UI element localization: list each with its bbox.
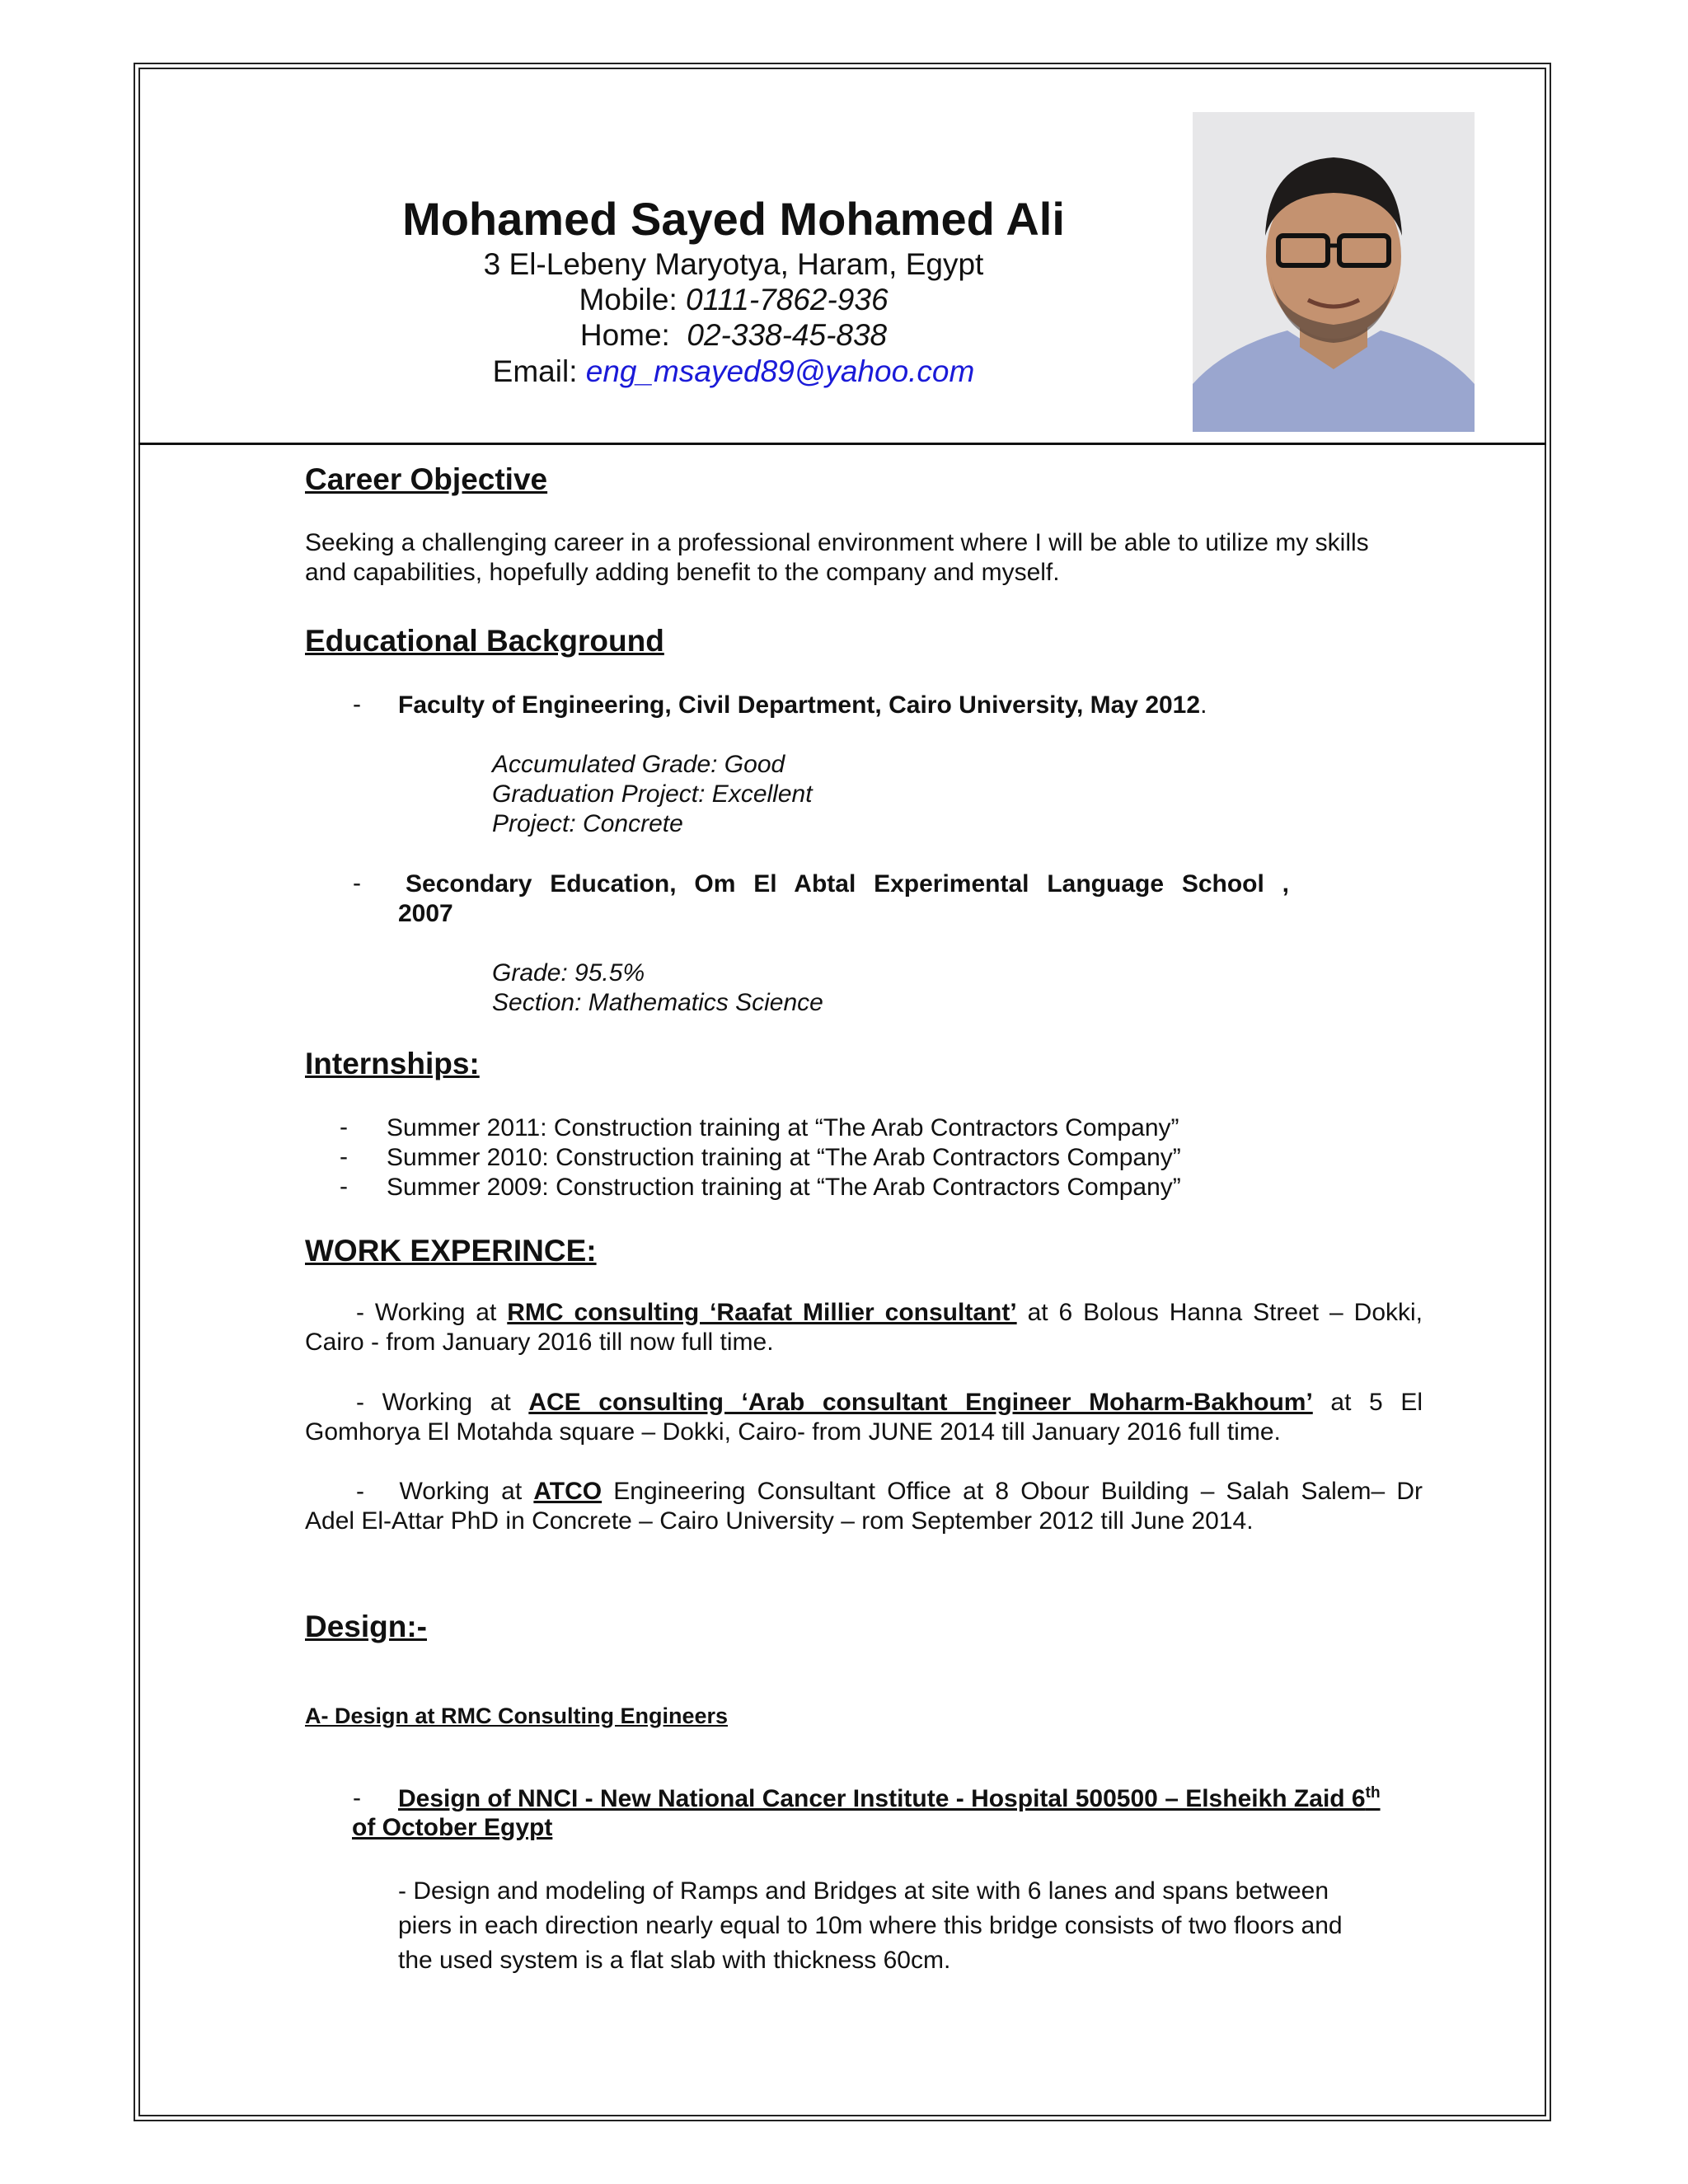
home-label: Home: [579, 318, 687, 352]
internship-item: Summer 2009: Construction training at “The Arab Contractors Company” [387, 1174, 1181, 1201]
job-1-line-1 [356, 1298, 1423, 1328]
school-grade: Grade: 95.5% [492, 959, 645, 987]
internship-dash: - [340, 1113, 348, 1141]
design-description-line: - Design and modeling of Ramps and Bridges at site with 6 lanes and spans between [398, 1877, 1329, 1905]
mobile-line [272, 283, 1195, 317]
job-1-prefix: - Working at [356, 1299, 508, 1326]
email-link[interactable]: eng_msayed89@yahoo.com [585, 354, 975, 388]
design-project-title-line-2: of October Egypt [352, 1814, 553, 1841]
job-1-company: RMC consulting ‘Raafat Millier consultant’ [507, 1299, 1017, 1326]
education-item-school-line-1: Secondary Education, Om El Abtal Experimental Language School , [406, 870, 1289, 898]
education-item-school-line-2: 2007 [398, 900, 453, 927]
education-dash-2: - [353, 869, 361, 897]
internship-dash: - [340, 1143, 348, 1170]
job-2-company: ACE consulting ‘Arab consultant Engineer Moharm-Bakhoum’ [528, 1389, 1313, 1416]
design-description [398, 1874, 1343, 1978]
internship-dash: - [340, 1173, 348, 1200]
work-experience-heading: WORK EXPERINCE: [305, 1234, 597, 1268]
job-1-line-2: Cairo - from January 2016 till now full time. [305, 1329, 774, 1356]
internships-heading: Internships: [305, 1047, 480, 1080]
career-objective-line-2: and capabilities, hopefully adding benefit to the company and myself. [305, 559, 1060, 586]
email-line [272, 354, 1195, 389]
profile-photo [1193, 112, 1475, 432]
university-project: Project: Concrete [492, 810, 683, 837]
school-section: Section: Mathematics Science [492, 989, 823, 1016]
university-graduation-project: Graduation Project: Excellent [492, 780, 813, 808]
design-subheading-a: A- Design at RMC Consulting Engineers [305, 1704, 729, 1728]
job-2-suffix: at 5 El [1312, 1389, 1423, 1416]
design-project-title-superscript: th [1365, 1784, 1381, 1802]
job-3-company: ATCO [533, 1478, 603, 1505]
internship-item: Summer 2010: Construction training at “The Arab Contractors Company” [387, 1144, 1181, 1171]
mobile-number: 0111-7862-936 [686, 283, 889, 316]
job-2-line-1 [356, 1388, 1423, 1418]
home-number: 02-338-45-838 [687, 318, 888, 352]
job-1-suffix: at 6 Bolous Hanna Street – Dokki, [1016, 1299, 1423, 1326]
education-dash-1: - [353, 691, 361, 718]
design-heading: Design:- [305, 1610, 427, 1643]
job-2-line-2: Gomhorya El Motahda square – Dokki, Cairo- from JUNE 2014 till January 2016 full time. [305, 1418, 1281, 1446]
home-line [272, 318, 1195, 353]
design-project-title-line-1 [398, 1784, 1381, 1814]
education-heading: Educational Background [305, 624, 664, 658]
header-divider [138, 443, 1546, 445]
design-description-line: the used system is a flat slab with thickness 60cm. [398, 1947, 951, 1974]
design-project-title-text: Design of NNCI - New National Cancer Institute - Hospital 500500 – Elsheikh Zaid 6 [398, 1785, 1366, 1812]
mobile-label: Mobile: [579, 283, 687, 316]
internship-item: Summer 2011: Construction training at “The Arab Contractors Company” [387, 1114, 1179, 1141]
design-description-line: piers in each direction nearly equal to 10m where this bridge consists of two floors and [398, 1912, 1343, 1939]
job-3-suffix: Engineering Consultant Office at 8 Obour Building – Salah Salem– Dr [602, 1478, 1423, 1505]
candidate-name: Mohamed Sayed Mohamed Ali [402, 193, 1065, 245]
job-3-line-2: Adel El-Attar PhD in Concrete – Cairo University – rom September 2012 till June 2014. [305, 1507, 1254, 1535]
education-university-tail: . [1200, 691, 1207, 719]
job-3-line-1 [356, 1477, 1423, 1507]
address: 3 El-Lebeny Maryotya, Haram, Egypt [483, 247, 984, 281]
design-project-dash: - [353, 1784, 361, 1811]
email-label: Email: [492, 354, 586, 388]
career-objective-line-1: Seeking a challenging career in a professional environment where I will be able to utilize my skills [305, 529, 1369, 556]
education-item-university [398, 691, 1207, 720]
university-grade: Accumulated Grade: Good [492, 751, 785, 778]
job-2-prefix: - Working at [356, 1389, 529, 1416]
job-3-prefix: - Working at [356, 1478, 534, 1505]
career-objective-heading: Career Objective [305, 462, 548, 496]
education-university-text: Faculty of Engineering, Civil Department, Cairo University, May 2012 [398, 691, 1201, 719]
